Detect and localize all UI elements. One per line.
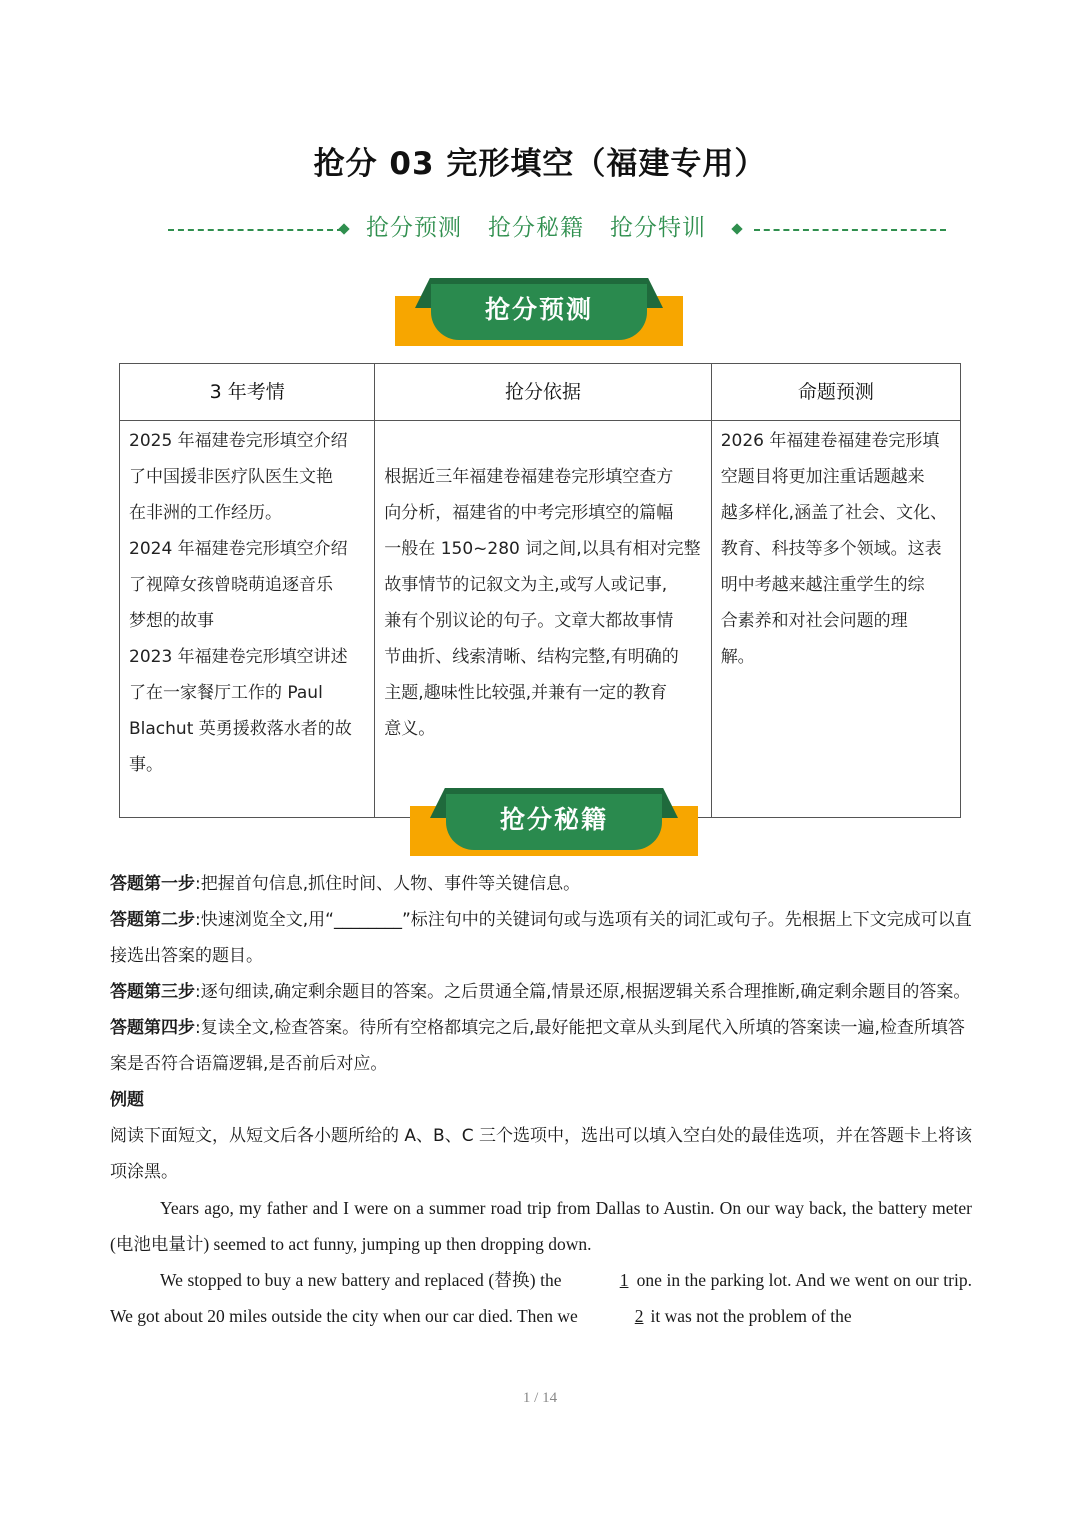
page-number: 1 / 14 [522,1390,558,1406]
diamond-icon [338,223,349,234]
diamond-icon [731,223,742,234]
nav-item-secrets: 抢分秘籍 [488,215,584,241]
example-heading: 例题 [110,1090,144,1110]
blank-1: 1 [619,1270,629,1290]
blank-2: 2 [634,1306,644,1326]
divider [168,229,343,231]
table-cell-prediction: 2026 年福建卷福建卷完形填 空题目将更加注重话题越来 越多样化,涵盖了社会、文化、 教育、科技等多个领域。这表 明中考越来越注重学生的综 合素养和对社会问题的理 解。 [711,421,960,818]
nav-item-training: 抢分特训 [610,215,706,241]
divider [754,229,946,231]
passage-paragraph: Years ago, my father and I were on a summer road trip from Dallas to Austin. On our way back, the battery meter (电池电量计) seemed to act funny, jumping up then dropping down. [110,1198,972,1254]
section-banner-predict [395,278,685,350]
table-cell-history: 2025 年福建卷完形填空介绍 了中国援非医疗队医生文艳 在非洲的工作经历。 2024 年福建卷完形填空介绍 了视障女孩曾晓萌追逐音乐 梦想的故事 2023 年福建卷完形填空讲述 了在一家餐厅工作的 Paul Blachut 英勇援救落水者的故 事。 [120,421,375,818]
analysis-table [119,363,961,818]
banner-label: 抢分预测 [484,295,593,324]
page-title: 抢分 03 完形填空（福建专用） [313,146,767,182]
content-body [110,866,972,1334]
instruction-text: 阅读下面短文，从短文后各小题所给的 A、B、C 三个选项中，选出可以填入空白处的最佳选项，并在答题卡上将该项涂黑。 [110,1126,972,1182]
nav-item-predict: 抢分预测 [366,215,462,241]
table-header: 抢分依据 [375,364,711,421]
table-header: 命题预测 [711,364,960,421]
step-paragraph: 答题第一步:把握首句信息,抓住时间、人物、事件等关键信息。 [110,874,581,894]
banner-label: 抢分秘籍 [499,805,608,834]
table-cell-basis: 根据近三年福建卷福建卷完形填空查方 向分析，福建省的中考完形填空的篇幅 一般在 150~280 词之间,以具有相对完整 故事情节的记叙文为主,或写人或记事, 兼有个别议论的句子。文章大都故事情 节曲折、线索清晰、结构完整,有明确的 主题,趣味性比较强,并兼有一定的教育 意义。 [375,421,711,818]
step-paragraph: 答题第二步:快速浏览全文,用“________”标注句中的关键词句或与选项有关的词汇或句子。先根据上下文完成可以直接选出答案的题目。 [110,910,972,966]
step-paragraph: 答题第三步:逐句细读,确定剩余题目的答案。之后贯通全篇,情景还原,根据逻辑关系合理推断,确定剩余题目的答案。 [110,982,971,1002]
step-paragraph: 答题第四步:复读全文,检查答案。待所有空格都填完之后,最好能把文章从头到尾代入所填的答案读一遍,检查所填答案是否符合语篇逻辑,是否前后对应。 [110,1018,965,1074]
section-nav [160,205,950,249]
passage-paragraph: We stopped to buy a new battery and replaced (替换) the 1 one in the parking lot. And we went on our trip. We got about 20 miles outside the city when our car died. Then we 2 it was not the problem of the [110,1262,972,1334]
section-banner-secrets [410,788,700,860]
table-header: 3 年考情 [120,364,375,421]
